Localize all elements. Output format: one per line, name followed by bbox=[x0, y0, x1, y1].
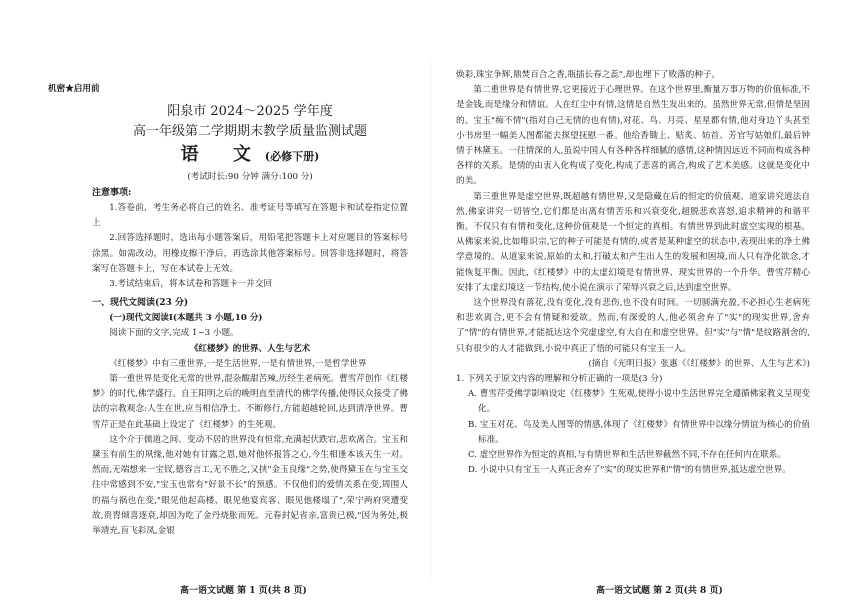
option-a: A. 曹雪芹受佛学影响设定《红楼梦》生死观,使得小说中生活世界完全遵循佛家教义呈现变化。 bbox=[468, 389, 810, 415]
option-b: B. 宝玉对花、鸟及美人图等的情感,体现了《红楼梦》有情世界中以缘分情谊为核心的价值标准。 bbox=[468, 419, 810, 445]
notice-item: 1.答卷前，考生务必将自己的姓名、准考证号等填写在答题卡和试卷指定位置上 bbox=[92, 203, 408, 229]
article-paragraph: 第二重世界是有情世界,它更接近于心理世界。在这个世界里,衡量万事万物的价值标准,不是金钱,而是缘分和情谊。人在红尘中有情,这情是自然生发出来的。虽然世界无常,但情是坚固的。宝玉"痴不情"(指对自己无情的也有情),对花、鸟、月亮、星星都有情,他对身边丫头甚至小书房里一幅美人图都能去探望抚慰一番。他给香锄上、贴炙、妨首、芳官写姑娘们,最后钟情于林黛玉。一往情深的人,虽说中国人有各种各样细腻的感情,这种情因远近不同而构成各种各样的关系。是情的由衷入化构成了变化,构成了悲喜的离合,构成了艺术美感。这就是变化中的美。 bbox=[456, 85, 810, 187]
page-footer-2: 高一语文试题 第 2 页(共 8 页) bbox=[596, 586, 723, 596]
exam-title-main: 高一年级第二学期期末教学质量监测试题 bbox=[132, 124, 367, 139]
article-title: 《红楼梦》的世界、人生与艺术 bbox=[189, 343, 311, 354]
article-paragraph-continued: 焕彩,珠宝争辉,鼎焚百合之香,瓶插长春之蕊",却也埋下了败落的种子。 bbox=[456, 70, 721, 80]
subject-name: 语 文 bbox=[180, 144, 265, 165]
article-paragraph: 这个世界没有落花,没有变化,没有悲伤,也不没有时间。一切圆满充盈,不必担心生老病死和悲欢离合,更不会有情疑和爱欲。然而,有深爱的人,他必须舍弃了"实"的现实世界,舍弃了"情"的有情世界,才能抵达这个究虚虚空,有大自在和虚空世界。但"实"与"情"是纹路割舍的,只有很少的人才能做到,小说中真正了悟的可能只有宝玉一人。 bbox=[456, 298, 810, 354]
page-footer-1: 高一语文试题 第 1 页(共 8 页) bbox=[180, 586, 307, 596]
subject-volume: (必修下册) bbox=[264, 150, 320, 163]
page-2 bbox=[430, 0, 860, 608]
notice-item: 2.回答选择题时，选出每小题答案后，用铅笔把答题卡上对应题目的答案标号涂黑。如需改动，用橡皮擦干净后，再选涂其他答案标号。回答非选择题时，将答案写在答题卡上，写在本试卷上无效。 bbox=[92, 233, 408, 274]
article-paragraph: 第三重世界是虚空世界,既超越有情世界,又是隐藏在后的恒定的价值观。道家讲究道法自然,佛家讲究一切皆空,它们都是出离有情苦乐和兴衰变化,超脱悲欢喜怒,追求精神的和谐平衡。不仅只有有情和变化,这种价值观是一个恒定的真相。有情世界到此时虚空实现的根基。从佛家来说,比如唯识宗,它的种子可能是有情的,或者是某种虚空的状态中,表现出来的净土佛学意境的。从道家来说,原始的太和,打破太和产生出人生的发展和困境,而人只有净化欲念,才能恢复平衡。因此,《红楼梦》中的太虚幻境是有情世界、现实世界的一个升华。曹雪芹精心安排了太虚幻境这一节结构,使小说在演示了荣辱兴衰之后,达到虚空世界。 bbox=[456, 191, 810, 293]
section-heading: 一、现代文阅读(23 分) bbox=[92, 298, 189, 309]
exam-title-year: 阳泉市 2024～2025 学年度 bbox=[167, 104, 333, 119]
subject-title bbox=[92, 144, 408, 168]
exam-info: (考试时长:90 分钟 满分:100 分) bbox=[187, 172, 313, 182]
notice-item: 3.考试结束后，将本试卷和答题卡一并交回 bbox=[109, 279, 273, 290]
subsection-heading: (一)现代文阅读Ⅰ(本题共 3 小题,10 分) bbox=[109, 313, 263, 324]
article-paragraph: 第一重世界是变化无常的世界,混杂酸甜苦辣,历经生老病死。曹雪芹创作《红楼梦》的时代,佛学盛行。自王阳明之后的晚明直至清代的佛学传播,使得民众接受了佛法的宗教观念:人生在世,应当相信净土、不断修行,方能超越轮回,达到清净世界。曹雪芹正是在此基础上设定了《红楼梦》的生死观。 bbox=[92, 374, 408, 430]
question-1: 1. 下列关于原文内容的理解和分析正确的一项是(3 分) bbox=[456, 374, 663, 385]
option-d: D. 小说中只有宝玉一人真正舍弃了"实"的现实世界和"情"的有情世界,抵达虚空世界。 bbox=[468, 465, 791, 476]
reading-instruction: 阅读下面的文字,完成 1~3 小题。 bbox=[109, 328, 239, 339]
article-source: (摘自《光明日报》张惠《《红楼梦》的世界、人生与艺术》) bbox=[588, 358, 810, 369]
article-paragraph: 《红楼梦》中有三重世界,一是生活世界,一是有情世界,一是哲学世界 bbox=[109, 358, 367, 369]
article-paragraph: 这个介于儒道之间、变动不居的世界没有恒常,充满起伏跌宕,悲欢离合。宝玉和黛玉有前生的夙缘,他对她有甘露之恩,她对他怀报答之心,今生相逢本该天生一对。然而,无端想来一宝钗,德容言工,无不胜之,又挟"金玉良缘"之势,使得黛玉在与宝玉交往中常感到不安,"宝玉也常有"好景不长"的预感。不仅他们的爱情关系在变,周围人的福与祸也在变,"眼见他起高楼、眼见他宴宾客、眼见他楼塌了",荣宁两府突遭变故,贵胄倾喜逐衰,却因为吃了金丹烧胀而死。元春封妃省亲,富贵已极,"因为务处,极举靖充,盲飞彩凤,金银 bbox=[92, 434, 408, 537]
notice-heading: 注意事项: bbox=[92, 188, 132, 198]
option-c: C. 虚空世界作为恒定的真相,与有情世界和生活世界截然不同,不存在任何内在联系。 bbox=[468, 450, 786, 461]
confidential-label: 机密★启用前 bbox=[48, 84, 100, 94]
